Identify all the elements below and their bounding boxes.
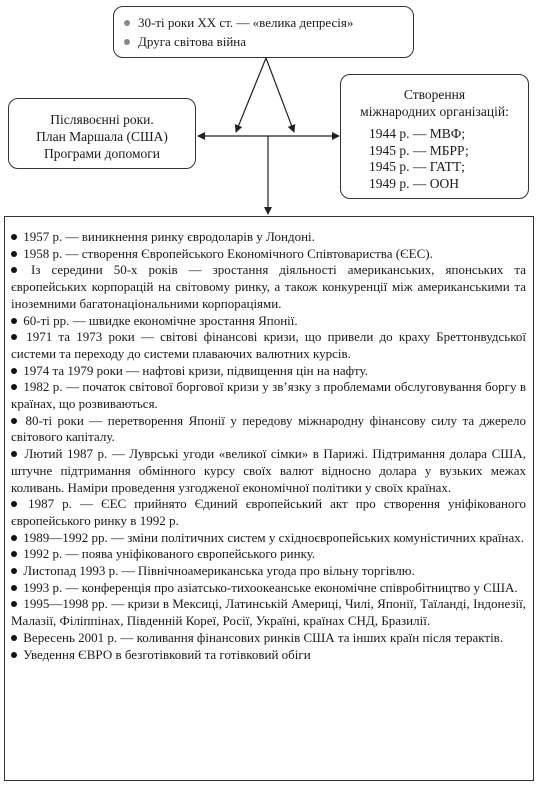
organization-item: 1945 р. — МБРР; [369, 142, 469, 158]
timeline-item: Із середини 50-х років — зростання діяльності американських, японських та європейських корпорацій на світовому ринку, а також конкуренції між американськими та іноземними багатонаціональними корпораціями. [11, 262, 527, 311]
bullet-icon [11, 568, 17, 574]
postwar-box [8, 98, 196, 169]
timeline-item: 1989—1992 рр. — зміни політичних систем у східноєвропейських комуністичних країнах. [11, 530, 526, 547]
bullet-icon [11, 652, 17, 658]
organizations-title: міжнародних організацій: [360, 103, 509, 119]
timeline-item: 1995—1998 рр. — кризи в Мексиці, Латинській Америці, Чилі, Японії, Таїланді, Індонезії, Малазії, Філіппінах, Південній Кореї, Росії, Україні, країнах СНД, Бразилії. [11, 596, 527, 629]
bullet-icon [11, 451, 17, 457]
timeline-item: Уведення ЄВРО в безготівковий та готівковий обіги [11, 647, 526, 664]
bullet-icon [11, 318, 17, 324]
bullet-icon [11, 635, 17, 641]
bullet-icon [11, 418, 17, 424]
bullet-icon [11, 267, 17, 273]
bullet-icon [11, 601, 17, 607]
bullet-icon [124, 39, 130, 45]
causes-box [113, 6, 414, 58]
organizations-box [340, 74, 529, 199]
timeline-item: 80-ті роки — перетворення Японії у передову міжнародну фінансову силу та джерело світового капіталу. [11, 412, 526, 445]
bullet-icon [11, 234, 17, 240]
organizations-list [341, 126, 528, 192]
timeline-item: 60-ті рр. — швидке економічне зростання Японії. [11, 313, 526, 330]
bullet-icon [11, 251, 17, 257]
cause-item: Друга світова війна [124, 32, 405, 51]
timeline-item: 1992 р. — поява уніфікованого європейського ринку. [11, 546, 526, 563]
organization-item: 1945 р. — ГАТТ; [369, 159, 465, 174]
bullet-icon [11, 585, 17, 591]
bullet-icon [11, 334, 17, 340]
timeline-item: Вересень 2001 р. — коливання фінансових ринків США та інших країн після терактів. [11, 630, 526, 647]
bullet-icon [11, 535, 17, 541]
timeline-item: 1957 р. — виникнення ринку євродоларів у Лондоні. [11, 229, 526, 246]
timeline-item: 1971 та 1973 роки — світові фінансові кризи, що привели до краху Бреттонвудської системи та переходу до системи плаваючих валютних курсів. [11, 329, 527, 361]
postwar-line: План Маршала (США) [36, 129, 168, 144]
cause-item: 30-ті роки ХХ ст. — «велика депресія» [124, 13, 405, 32]
timeline-item: Листопад 1993 р. — Північноамериканська угода про вільну торгівлю. [11, 563, 526, 580]
bullet-icon [11, 501, 17, 507]
organization-item: 1949 р. — ООН [369, 175, 459, 191]
bullet-icon [124, 20, 130, 26]
timeline-item: 1982 р. — початок світової боргової кризи у зв’язку з проблемами обслуговування боргу в країнах, що розвиваються. [11, 379, 526, 412]
timeline-item: 1958 р. — створення Європейського Економічного Співтовариства (ЄЕС). [11, 246, 526, 263]
postwar-line: Післявоєнні роки. [50, 112, 154, 127]
bullet-icon [11, 368, 17, 374]
timeline-item: Лютий 1987 р. — Луврські угоди «великої сімки» в Парижі. Підтримання долара США, штучне підтримання обмінного курсу своїх валют відносно долара у вузьких межах коливань. Наміри проведення узгодженої економічної політики у своїх країнах. [11, 446, 526, 495]
timeline-item: 1993 р. — конференція про азіатсько-тихоокеанське економічне співробітництво у США. [11, 580, 526, 597]
timeline-box [4, 216, 534, 781]
bullet-icon [11, 551, 17, 557]
organizations-title: Створення [403, 87, 466, 102]
postwar-line: Програми допомоги [43, 146, 161, 161]
timeline-item: 1974 та 1979 роки — нафтові кризи, підвищення цін на нафту. [11, 363, 526, 380]
bullet-icon [11, 384, 17, 390]
timeline-item: 1987 р. — ЄЕС прийнято Єдиний європейський акт про створення уніфікованого європейського ринку в 1992 р. [11, 496, 527, 528]
organization-item: 1944 р. — МВФ; [369, 126, 466, 141]
